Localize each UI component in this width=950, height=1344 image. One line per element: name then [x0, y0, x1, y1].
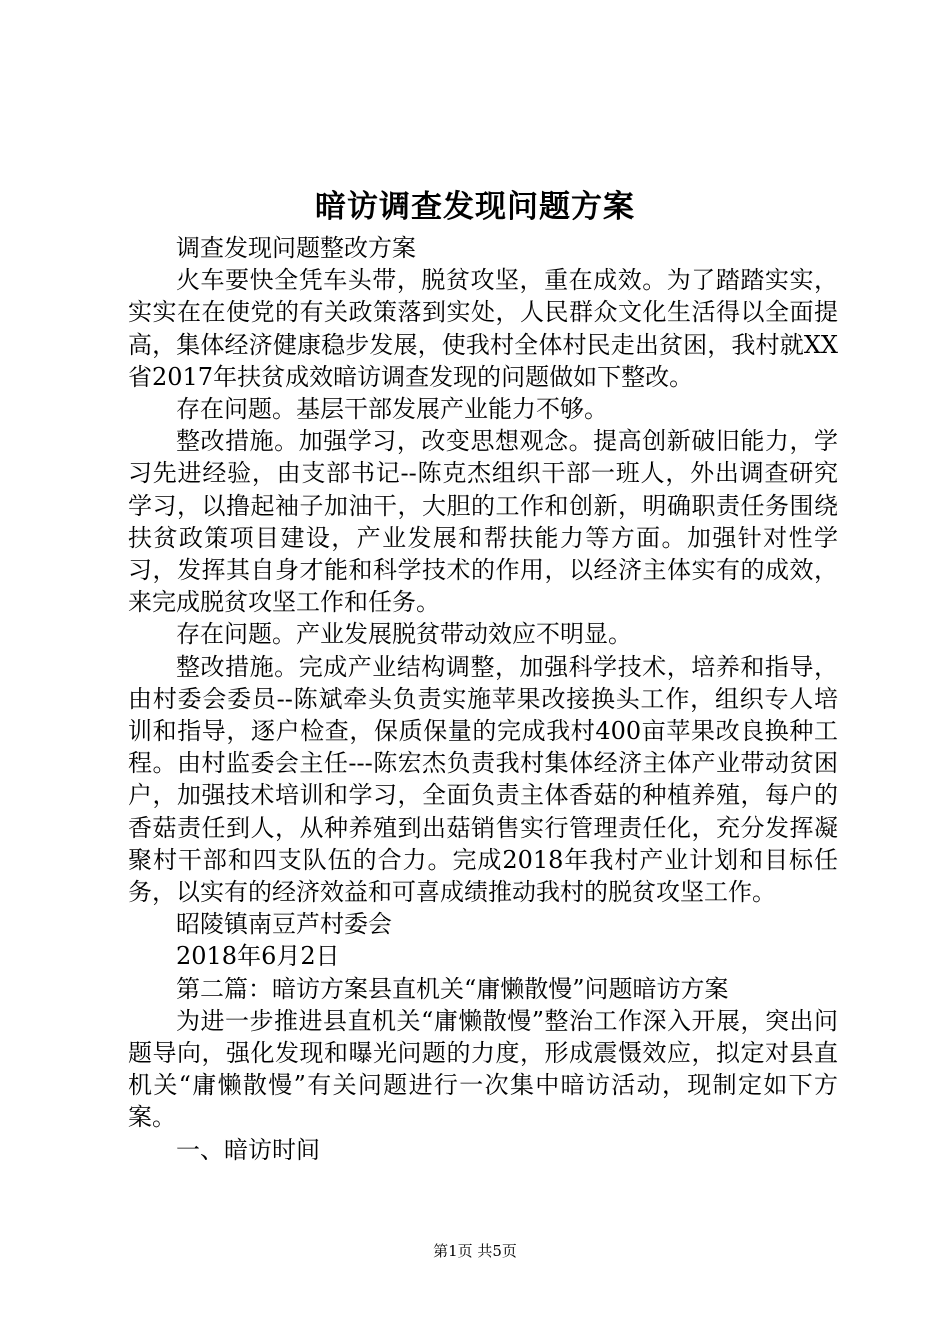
paragraph-4: 整改措施。加强学习，改变思想观念。提高创新破旧能力，学习先进经验，由支部书记--陈克杰组织干部一班人，外出调查研究学习，以撸起袖子加油干，大胆的工作和创新，明确职责任务围绕扶贫政策项目建设，产业发展和帮扶能力等方面。加强针对性学习，发挥其自身才能和科学技术的作用，以经济主体实有的成效，来完成脱贫攻坚工作和任务。	[128, 427, 838, 617]
signature-line: 昭陵镇南豆芦村委会	[176, 910, 392, 939]
page-footer: 第1页 共5页	[433, 1242, 517, 1260]
document-title: 暗访调查发现问题方案	[315, 189, 635, 225]
paragraph-3: 存在问题。基层干部发展产业能力不够。	[176, 395, 608, 424]
paragraph-1: 调查发现问题整改方案	[176, 234, 416, 262]
document-body	[128, 232, 838, 1166]
section-heading: 第二篇：暗访方案县直机关“庸懒散慢”问题暗访方案	[176, 974, 729, 1003]
paragraph-7: 为进一步推进县直机关“庸懒散慢”整治工作深入开展，突出问题导向，强化发现和曝光问题的力度，形成震慑效应，拟定对县直机关“庸懒散慢”有关问题进行一次集中暗访活动，现制定如下方案。	[128, 1006, 838, 1132]
subsection-heading: 一、暗访时间	[176, 1135, 320, 1164]
paragraph-2: 火车要快全凭车头带，脱贫攻坚，重在成效。为了踏踏实实，实实在在使党的有关政策落到实处，人民群众文化生活得以全面提高，集体经济健康稳步发展，使我村全体村民走出贫困，我村就XX省2017年扶贫成效暗访调查发现的问题做如下整改。	[128, 266, 838, 391]
paragraph-6: 整改措施。完成产业结构调整，加强科学技术，培养和指导，由村委会委员--陈斌牵头负责实施苹果改接换头工作，组织专人培训和指导，逐户检查，保质保量的完成我村400亩苹果改良换种工程。由村监委会主任---陈宏杰负责我村集体经济主体产业带动贫困户，加强技术培训和学习，全面负责主体香菇的种植养殖，每户的香菇责任到人，从种养殖到出菇销售实行管理责任化，充分发挥凝聚村干部和四支队伍的合力。完成2018年我村产业计划和目标任务，以实有的经济效益和可喜成绩推动我村的脱贫攻坚工作。	[128, 652, 838, 907]
paragraph-5: 存在问题。产业发展脱贫带动效应不明显。	[176, 620, 632, 649]
date-line: 2018年6月2日	[176, 942, 340, 971]
